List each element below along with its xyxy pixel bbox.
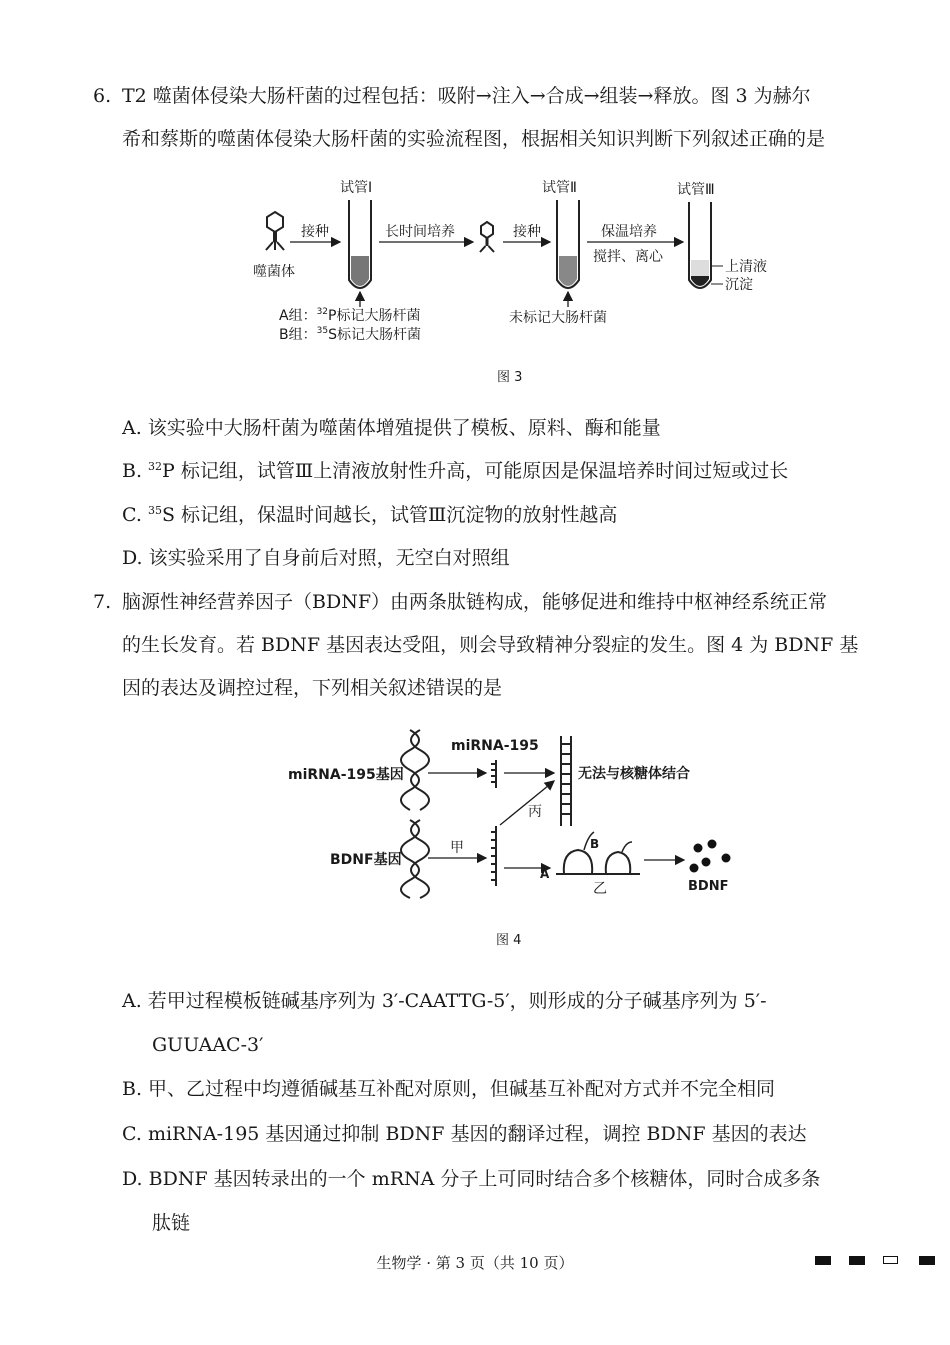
q7-option-a-line2: GUUAAC-3′: [152, 1034, 264, 1056]
q6-stem-line2: 希和蔡斯的噬菌体侵染大肠杆菌的实验流程图，根据相关知识判断下列叙述正确的是: [122, 128, 826, 150]
test-tube-1: [349, 200, 371, 288]
arrow4-label-bottom: 搅拌、离心: [593, 249, 663, 265]
groupA-prefix: A组：: [279, 308, 317, 324]
groupA-sup: 32: [316, 307, 329, 317]
ribosome-2-icon: [606, 842, 632, 874]
q6-number: 6.: [93, 85, 112, 107]
mirna-gene-dna-icon: [401, 730, 429, 810]
bing-label: 丙: [528, 804, 542, 820]
cannot-bind-label: 无法与核糖体结合: [578, 766, 690, 782]
sediment-label: 沉淀: [725, 277, 753, 293]
tube1-label: 试管Ⅰ: [340, 180, 373, 196]
arrow1-label: 接种: [301, 224, 329, 240]
q7-stem-line3: 因的表达及调控过程，下列相关叙述错误的是: [122, 677, 503, 699]
q6-option-c-text: S 标记组，保温时间越长，试管Ⅲ沉淀物的放射性越高: [161, 504, 618, 526]
arrow2-label: 长时间培养: [385, 224, 455, 240]
q6-option-b: [122, 459, 788, 483]
q7-option-d-line2: 肽链: [152, 1212, 191, 1234]
q6-option-c-sup: 35: [147, 504, 162, 517]
q6-option-d: D. 该实验采用了自身前后对照，无空白对照组: [122, 547, 510, 569]
groupB-sup: 35: [316, 326, 329, 336]
bdnf-mrna-strand-icon: [491, 826, 496, 886]
mirna-strand-icon: [491, 760, 496, 788]
page-mark-hollow: [883, 1256, 898, 1264]
page-mark-filled-3: [919, 1256, 935, 1265]
q7-option-a-line1: A. 若甲过程模板链碱基序列为 3′-CAATTG-5′，则形成的分子碱基序列为 5′-: [122, 990, 767, 1012]
a-label: A: [540, 867, 550, 881]
arrow3-label: 接种: [513, 224, 541, 240]
q6-stem-line1: T2 噬菌体侵染大肠杆菌的过程包括：吸附→注入→合成→组装→释放。图 3 为赫尔: [122, 85, 811, 107]
double-strand-complex-icon: [561, 736, 571, 826]
q7-option-d-line1: D. BDNF 基因转录出的一个 mRNA 分子上可同时结合多个核糖体，同时合成多条: [122, 1168, 821, 1190]
test-tube-2: [557, 200, 579, 288]
q7-number: 7.: [93, 591, 112, 613]
q6-option-c-prefix: C.: [122, 504, 148, 526]
figure-4: [288, 728, 738, 900]
q7-stem-line2: 的生长发育。若 BDNF 基因表达受阻，则会导致精神分裂症的发生。图 4 为 BDNF 基: [122, 634, 859, 656]
q6-option-b-text: P 标记组，试管Ⅲ上清液放射性升高，可能原因是保温培养时间过短或过长: [162, 460, 789, 482]
bdnf-gene-dna-icon: [401, 820, 429, 898]
mirna-label: miRNA-195: [451, 738, 539, 754]
tube2-label: 试管Ⅱ: [542, 180, 577, 196]
tube3-label: 试管Ⅲ: [677, 182, 715, 198]
bdnf-protein-icon: [690, 840, 731, 873]
arrow4-label-top: 保温培养: [601, 224, 657, 240]
page-mark-filled-1: [815, 1256, 831, 1265]
groupB-label: [279, 326, 421, 343]
groupB-suffix: S标记大肠杆菌: [328, 327, 421, 343]
b-label: B: [590, 837, 600, 851]
page-footer: 生物学 · 第 3 页（共 10 页）: [376, 1254, 574, 1272]
q6-option-a: A. 该实验中大肠杆菌为噬菌体增殖提供了模板、原料、酶和能量: [122, 417, 661, 439]
page-mark-filled-2: [849, 1256, 865, 1265]
q7-option-c: C. miRNA-195 基因通过抑制 BDNF 基因的翻译过程，调控 BDNF 基因的表达: [122, 1123, 807, 1145]
arrow-bing: [500, 781, 554, 825]
figure-4-caption: 图 4: [496, 933, 522, 948]
q7-stem-line1: 脑源性神经营养因子（BDNF）由两条肽链构成，能够促进和维持中枢神经系统正常: [122, 591, 828, 613]
bdnf-gene-label: BDNF基因: [330, 852, 402, 868]
groupA-suffix: P标记大肠杆菌: [328, 308, 421, 324]
phage-icon: [266, 212, 284, 250]
groupA-label: [279, 307, 420, 324]
supernatant-label: 上清液: [725, 259, 767, 275]
groupB-prefix: B组：: [279, 327, 317, 343]
phage-icon-2: [480, 222, 494, 252]
q6-option-c: [122, 503, 617, 527]
bdnf-label: BDNF: [688, 879, 729, 894]
jia-label: 甲: [450, 840, 464, 856]
q6-option-b-sup: 32: [148, 460, 163, 473]
q7-option-b: B. 甲、乙过程中均遵循碱基互补配对原则，但碱基互补配对方式并不完全相同: [122, 1078, 776, 1100]
figure-3: [245, 172, 785, 352]
unlabeled-label: 未标记大肠杆菌: [509, 310, 607, 326]
mirna-gene-label: miRNA-195基因: [288, 767, 404, 783]
yi-label: 乙: [593, 881, 607, 897]
test-tube-3: [689, 202, 711, 288]
q6-option-b-prefix: B.: [122, 460, 149, 482]
figure-3-caption: 图 3: [497, 370, 523, 385]
phage-label: 噬菌体: [253, 264, 295, 280]
